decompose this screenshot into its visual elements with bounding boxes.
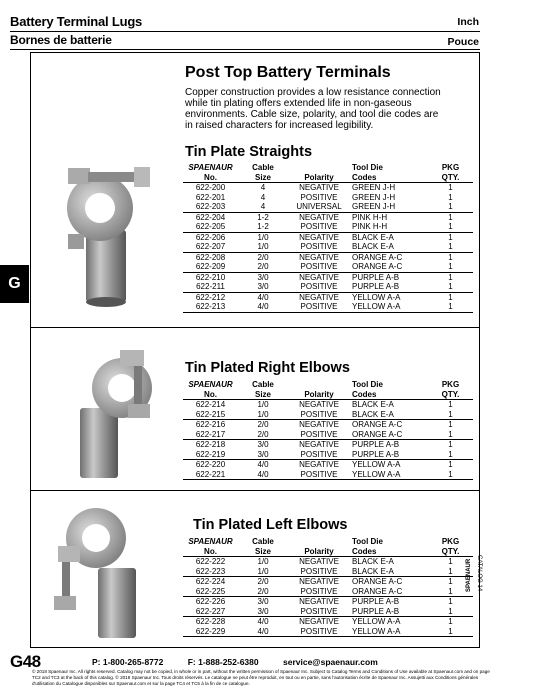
product-title: Post Top Battery Terminals: [185, 64, 391, 81]
cable-size-cell: 4/0: [257, 617, 269, 626]
th-polarity: Polarity: [304, 172, 334, 182]
table-header-row: [183, 163, 473, 183]
polarity-cell: POSITIVE: [288, 222, 350, 232]
th-tool-die: Tool Die: [352, 537, 383, 546]
pkg-qty-cell: 1: [448, 232, 453, 242]
pkg-qty-cell: 1: [428, 627, 473, 637]
th-tool-die: Tool Die: [352, 163, 383, 172]
tool-die-cell: GREEN J-H: [352, 183, 396, 192]
table-row: [183, 292, 473, 302]
pkg-qty-cell: 1: [428, 222, 473, 232]
pkg-qty-cell: 1: [428, 282, 473, 292]
th-codes: Codes: [352, 546, 377, 556]
table-row: [183, 302, 473, 312]
pkg-qty-cell: 1: [428, 430, 473, 440]
section-title-straights: Tin Plate Straights: [185, 144, 313, 160]
th-no: No.: [204, 172, 217, 182]
column-header: [428, 380, 473, 400]
pkg-qty-cell: 1: [428, 587, 473, 597]
column-header: [183, 163, 238, 183]
tool-die-cell: PURPLE A-B: [352, 440, 400, 449]
part-number-cell: 622-201: [195, 192, 226, 202]
part-number-cell: 622-223: [183, 567, 238, 577]
part-number-cell: 622-228: [195, 617, 226, 626]
tool-die-cell: YELLOW A-A: [350, 470, 428, 480]
polarity-cell: NEGATIVE: [299, 617, 339, 626]
polarity-cell: POSITIVE: [288, 627, 350, 637]
cable-size-cell: 1/0: [257, 232, 269, 242]
pkg-qty-cell: 1: [428, 262, 473, 272]
table-row: [183, 400, 473, 410]
th-codes: Codes: [352, 172, 377, 182]
part-number-cell: 622-204: [195, 212, 226, 222]
polarity-cell: NEGATIVE: [299, 557, 339, 566]
th-cable: Cable: [252, 380, 274, 389]
part-number-cell: 622-221: [183, 470, 238, 480]
part-number-cell: 622-208: [195, 252, 226, 262]
th-no: No.: [204, 389, 217, 399]
spec-table-right-elbows: [183, 380, 473, 480]
polarity-cell: NEGATIVE: [299, 212, 339, 222]
cable-size-cell: 1/0: [257, 400, 269, 409]
cable-size-cell: 3/0: [238, 607, 288, 617]
section-tab: G: [0, 265, 29, 303]
table-row: [183, 607, 473, 617]
polarity-cell: POSITIVE: [288, 470, 350, 480]
header-rule: [10, 31, 480, 32]
part-number-cell: 622-213: [183, 302, 238, 312]
column-header: [288, 380, 350, 400]
tool-die-cell: YELLOW A-A: [352, 460, 401, 469]
contact-info: [92, 657, 400, 667]
part-number-cell: 622-220: [195, 460, 226, 469]
column-header: [350, 163, 428, 183]
polarity-cell: POSITIVE: [288, 587, 350, 597]
part-number-cell: 622-210: [195, 272, 226, 282]
table-row: [183, 420, 473, 430]
cable-size-cell: 3/0: [257, 597, 269, 606]
polarity-cell: POSITIVE: [288, 450, 350, 460]
pkg-qty-cell: 1: [448, 292, 453, 302]
part-number-cell: 622-227: [183, 607, 238, 617]
tool-die-cell: PURPLE A-B: [352, 272, 400, 282]
polarity-cell: NEGATIVE: [299, 577, 339, 586]
pkg-qty-cell: 1: [448, 440, 453, 449]
unit-label-french: Pouce: [447, 36, 479, 48]
pkg-qty-cell: 1: [448, 577, 453, 586]
section-divider: [30, 490, 480, 491]
polarity-cell: NEGATIVE: [299, 460, 339, 469]
part-number-cell: 622-224: [195, 577, 226, 586]
tool-die-cell: BLACK E-A: [350, 242, 428, 252]
pkg-qty-cell: 1: [428, 302, 473, 312]
cable-size-cell: 4/0: [238, 302, 288, 312]
cable-size-cell: 4: [260, 183, 266, 192]
part-number-cell: 622-216: [195, 420, 226, 429]
cable-size-cell: 1/0: [257, 557, 269, 566]
table-row: [183, 272, 473, 282]
pkg-qty-cell: 1: [448, 460, 453, 469]
polarity-cell: UNIVERSAL: [288, 202, 350, 212]
table-row: [183, 222, 473, 232]
part-number-cell: 622-214: [195, 400, 226, 409]
polarity-cell: NEGATIVE: [299, 292, 339, 302]
table-row: [183, 597, 473, 607]
polarity-cell: POSITIVE: [288, 262, 350, 272]
polarity-cell: POSITIVE: [288, 410, 350, 420]
polarity-cell: NEGATIVE: [299, 440, 339, 449]
polarity-cell: NEGATIVE: [299, 252, 339, 262]
tool-die-cell: ORANGE A-C: [352, 577, 403, 586]
tool-die-cell: GREEN J-H: [352, 192, 396, 202]
cable-size-cell: 4/0: [238, 470, 288, 480]
polarity-cell: NEGATIVE: [299, 597, 339, 606]
table-row: [183, 627, 473, 637]
table-row: [183, 282, 473, 292]
polarity-cell: POSITIVE: [300, 192, 338, 202]
copyright-fine-print: © 2018 Spaenaur Inc. All rights reserved. Catalog may not be copied, in whole or in part, without the written permission of Spaenaur Inc. Subject to Catalog Terms and Conditions of Use available at Spaenaur.com and on page TC2 and TC3 at the back of this catalog. © 2018 Spaenaur Inc. Tous droits réservés. Le catalogue ne peut être reproduit, en tout ou en partie, sans l'autorisation écrite de Spaenaur Inc. Assujetti aux Conditions générales d'utilisation du Catalogue disponibles sur Spaenaur.com et sur la page TC4 et TC5 à la fin de ce catalogue.: [32, 669, 490, 686]
part-number-cell: 622-222: [195, 557, 226, 566]
polarity-cell: POSITIVE: [288, 302, 350, 312]
cable-size-cell: 3/0: [238, 282, 288, 292]
polarity-cell: POSITIVE: [288, 607, 350, 617]
polarity-cell: NEGATIVE: [299, 400, 339, 409]
part-number-cell: 622-215: [183, 410, 238, 420]
tool-die-cell: PURPLE A-B: [350, 282, 428, 292]
table-row: [183, 587, 473, 597]
table-row: [183, 242, 473, 252]
column-header: [183, 537, 238, 557]
straight-terminal-photo: [48, 150, 158, 315]
part-number-cell: 622-229: [183, 627, 238, 637]
product-description: Copper construction provides a low resistance connection while tin plating offers extended life in non-gaseous environments. Cable size, polarity, and tool die codes are in raised characters for increased legibility.: [185, 87, 441, 131]
th-pkg: PKG: [441, 163, 460, 172]
fax-number: F: 1-888-252-6380: [187, 657, 259, 667]
header-rule-bottom: [10, 49, 480, 50]
table-row: [183, 617, 473, 627]
part-number-cell: 622-205: [183, 222, 238, 232]
th-qty: QTY.: [441, 389, 460, 399]
part-number-cell: 622-211: [183, 282, 238, 292]
tool-die-cell: YELLOW A-A: [352, 617, 401, 626]
pkg-qty-cell: 1: [448, 420, 453, 429]
part-number-cell: 622-219: [183, 450, 238, 460]
tool-die-cell: GREEN J-H: [350, 202, 428, 212]
pkg-qty-cell: 1: [448, 212, 453, 222]
section-divider: [30, 327, 480, 328]
cable-size-cell: 4: [238, 202, 288, 212]
part-number-cell: 622-226: [195, 597, 226, 606]
th-polarity: Polarity: [304, 546, 334, 556]
tool-die-cell: PURPLE A-B: [352, 597, 400, 606]
pkg-qty-cell: 1: [448, 272, 453, 282]
part-number-cell: 622-203: [183, 202, 238, 212]
pkg-qty-cell: 1: [448, 252, 453, 262]
left-elbow-terminal-photo: [48, 498, 153, 643]
cable-size-cell: 2/0: [238, 587, 288, 597]
part-number-cell: 622-212: [195, 292, 226, 302]
column-header: [428, 163, 473, 183]
table-row: [183, 252, 473, 262]
table-row: [183, 577, 473, 587]
pkg-qty-cell: 1: [428, 410, 473, 420]
cable-size-cell: 2/0: [257, 420, 269, 429]
table-row: [183, 202, 473, 212]
table-row: [183, 430, 473, 440]
cable-size-cell: 4/0: [257, 292, 269, 302]
tool-die-cell: YELLOW A-A: [350, 627, 428, 637]
cable-size-cell: 1/0: [238, 242, 288, 252]
th-size: Size: [254, 389, 271, 399]
pkg-qty-cell: 1: [428, 450, 473, 460]
table-row: [183, 232, 473, 242]
pkg-qty-cell: 1: [448, 617, 453, 626]
th-cable: Cable: [252, 537, 274, 546]
part-number-cell: 622-206: [195, 232, 226, 242]
cable-size-cell: 3/0: [257, 272, 269, 282]
tool-die-cell: PINK H-H: [352, 212, 388, 222]
cable-size-cell: 2/0: [238, 262, 288, 272]
pkg-qty-cell: 1: [448, 192, 453, 202]
th-size: Size: [254, 546, 271, 556]
tool-die-cell: BLACK E-A: [352, 400, 394, 409]
tool-die-cell: ORANGE A-C: [352, 420, 403, 429]
column-header: [238, 163, 288, 183]
pkg-qty-cell: 1: [448, 183, 453, 192]
th-qty: QTY.: [441, 546, 460, 556]
section-title-left-elbows: Tin Plated Left Elbows: [193, 517, 348, 533]
column-header: [350, 537, 428, 557]
page-number: G48: [10, 652, 41, 671]
th-pkg: PKG: [441, 537, 460, 546]
pkg-qty-cell: 1: [428, 202, 473, 212]
part-number-cell: 622-225: [183, 587, 238, 597]
table-row: [183, 567, 473, 577]
side-brand-label: SPAENAUR: [466, 558, 472, 592]
part-number-cell: 622-207: [183, 242, 238, 252]
th-brand: SPAENAUR: [188, 163, 233, 172]
tool-die-cell: BLACK E-A: [352, 557, 394, 566]
tool-die-cell: BLACK E-A: [350, 567, 428, 577]
cable-size-cell: 2/0: [238, 430, 288, 440]
tool-die-cell: ORANGE A-C: [350, 430, 428, 440]
tool-die-cell: PURPLE A-B: [350, 450, 428, 460]
th-codes: Codes: [352, 389, 377, 399]
table-row: [183, 212, 473, 222]
unit-label-english: Inch: [457, 16, 479, 28]
cable-size-cell: 1/0: [238, 567, 288, 577]
tool-die-cell: ORANGE A-C: [350, 587, 428, 597]
table-row: [183, 557, 473, 567]
cable-size-cell: 1-2: [257, 212, 269, 222]
cable-size-cell: 2/0: [257, 252, 269, 262]
cable-size-cell: 4/0: [238, 627, 288, 637]
table-header-row: [183, 537, 473, 557]
tool-die-cell: ORANGE A-C: [350, 262, 428, 272]
table-row: [183, 193, 473, 203]
th-pkg: PKG: [441, 380, 460, 389]
cable-size-cell: 1/0: [238, 410, 288, 420]
pkg-qty-cell: 1: [448, 597, 453, 606]
cable-size-cell: 2/0: [257, 577, 269, 586]
tool-die-cell: YELLOW A-A: [352, 292, 401, 302]
column-header: [238, 380, 288, 400]
table-row: [183, 410, 473, 420]
pkg-qty-cell: 1: [428, 242, 473, 252]
column-header: [428, 537, 473, 557]
cable-size-cell: 4: [260, 192, 266, 202]
tool-die-cell: BLACK E-A: [352, 232, 394, 242]
phone-number: P: 1-800-265-8772: [92, 657, 164, 667]
tool-die-cell: ORANGE A-C: [352, 252, 403, 262]
column-header: [288, 537, 350, 557]
pkg-qty-cell: 1: [428, 567, 473, 577]
polarity-cell: NEGATIVE: [299, 420, 339, 429]
right-elbow-terminal-photo: [60, 338, 160, 483]
th-size: Size: [254, 172, 271, 182]
polarity-cell: NEGATIVE: [299, 183, 339, 192]
th-no: No.: [204, 546, 217, 556]
table-row: [183, 183, 473, 193]
column-header: [288, 163, 350, 183]
polarity-cell: POSITIVE: [288, 430, 350, 440]
pkg-qty-cell: 1: [448, 557, 453, 566]
th-cable: Cable: [252, 163, 274, 172]
tool-die-cell: PINK H-H: [350, 222, 428, 232]
tool-die-cell: BLACK E-A: [350, 410, 428, 420]
table-row: [183, 460, 473, 470]
polarity-cell: POSITIVE: [288, 242, 350, 252]
table-row: [183, 450, 473, 460]
cable-size-cell: 1-2: [238, 222, 288, 232]
table-row: [183, 470, 473, 480]
pkg-qty-cell: 1: [428, 607, 473, 617]
page-heading-english: Battery Terminal Lugs: [10, 14, 143, 29]
side-catalog-label: CATALOG 14: [476, 555, 482, 592]
column-header: [238, 537, 288, 557]
cable-size-cell: 3/0: [257, 440, 269, 449]
th-tool-die: Tool Die: [352, 380, 383, 389]
pkg-qty-cell: 1: [428, 470, 473, 480]
email-link[interactable]: service@spaenaur.com: [283, 657, 378, 667]
part-number-cell: 622-200: [195, 183, 226, 192]
tool-die-cell: PURPLE A-B: [350, 607, 428, 617]
polarity-cell: NEGATIVE: [299, 232, 339, 242]
table-row: [183, 440, 473, 450]
th-qty: QTY.: [441, 172, 460, 182]
polarity-cell: POSITIVE: [288, 282, 350, 292]
polarity-cell: NEGATIVE: [299, 272, 339, 282]
cable-size-cell: 4/0: [257, 460, 269, 469]
th-polarity: Polarity: [304, 389, 334, 399]
part-number-cell: 622-218: [195, 440, 226, 449]
table-header-row: [183, 380, 473, 400]
spec-table-left-elbows: [183, 537, 473, 637]
column-header: [183, 380, 238, 400]
part-number-cell: 622-209: [183, 262, 238, 272]
th-brand: SPAENAUR: [188, 380, 233, 389]
page-heading-french: Bornes de batterie: [10, 33, 112, 47]
part-number-cell: 622-217: [183, 430, 238, 440]
th-brand: SPAENAUR: [188, 537, 233, 546]
pkg-qty-cell: 1: [448, 400, 453, 409]
table-row: [183, 262, 473, 272]
column-header: [350, 380, 428, 400]
section-title-right-elbows: Tin Plated Right Elbows: [185, 360, 350, 376]
cable-size-cell: 3/0: [238, 450, 288, 460]
tool-die-cell: YELLOW A-A: [350, 302, 428, 312]
spec-table-straights: [183, 163, 473, 313]
polarity-cell: POSITIVE: [288, 567, 350, 577]
